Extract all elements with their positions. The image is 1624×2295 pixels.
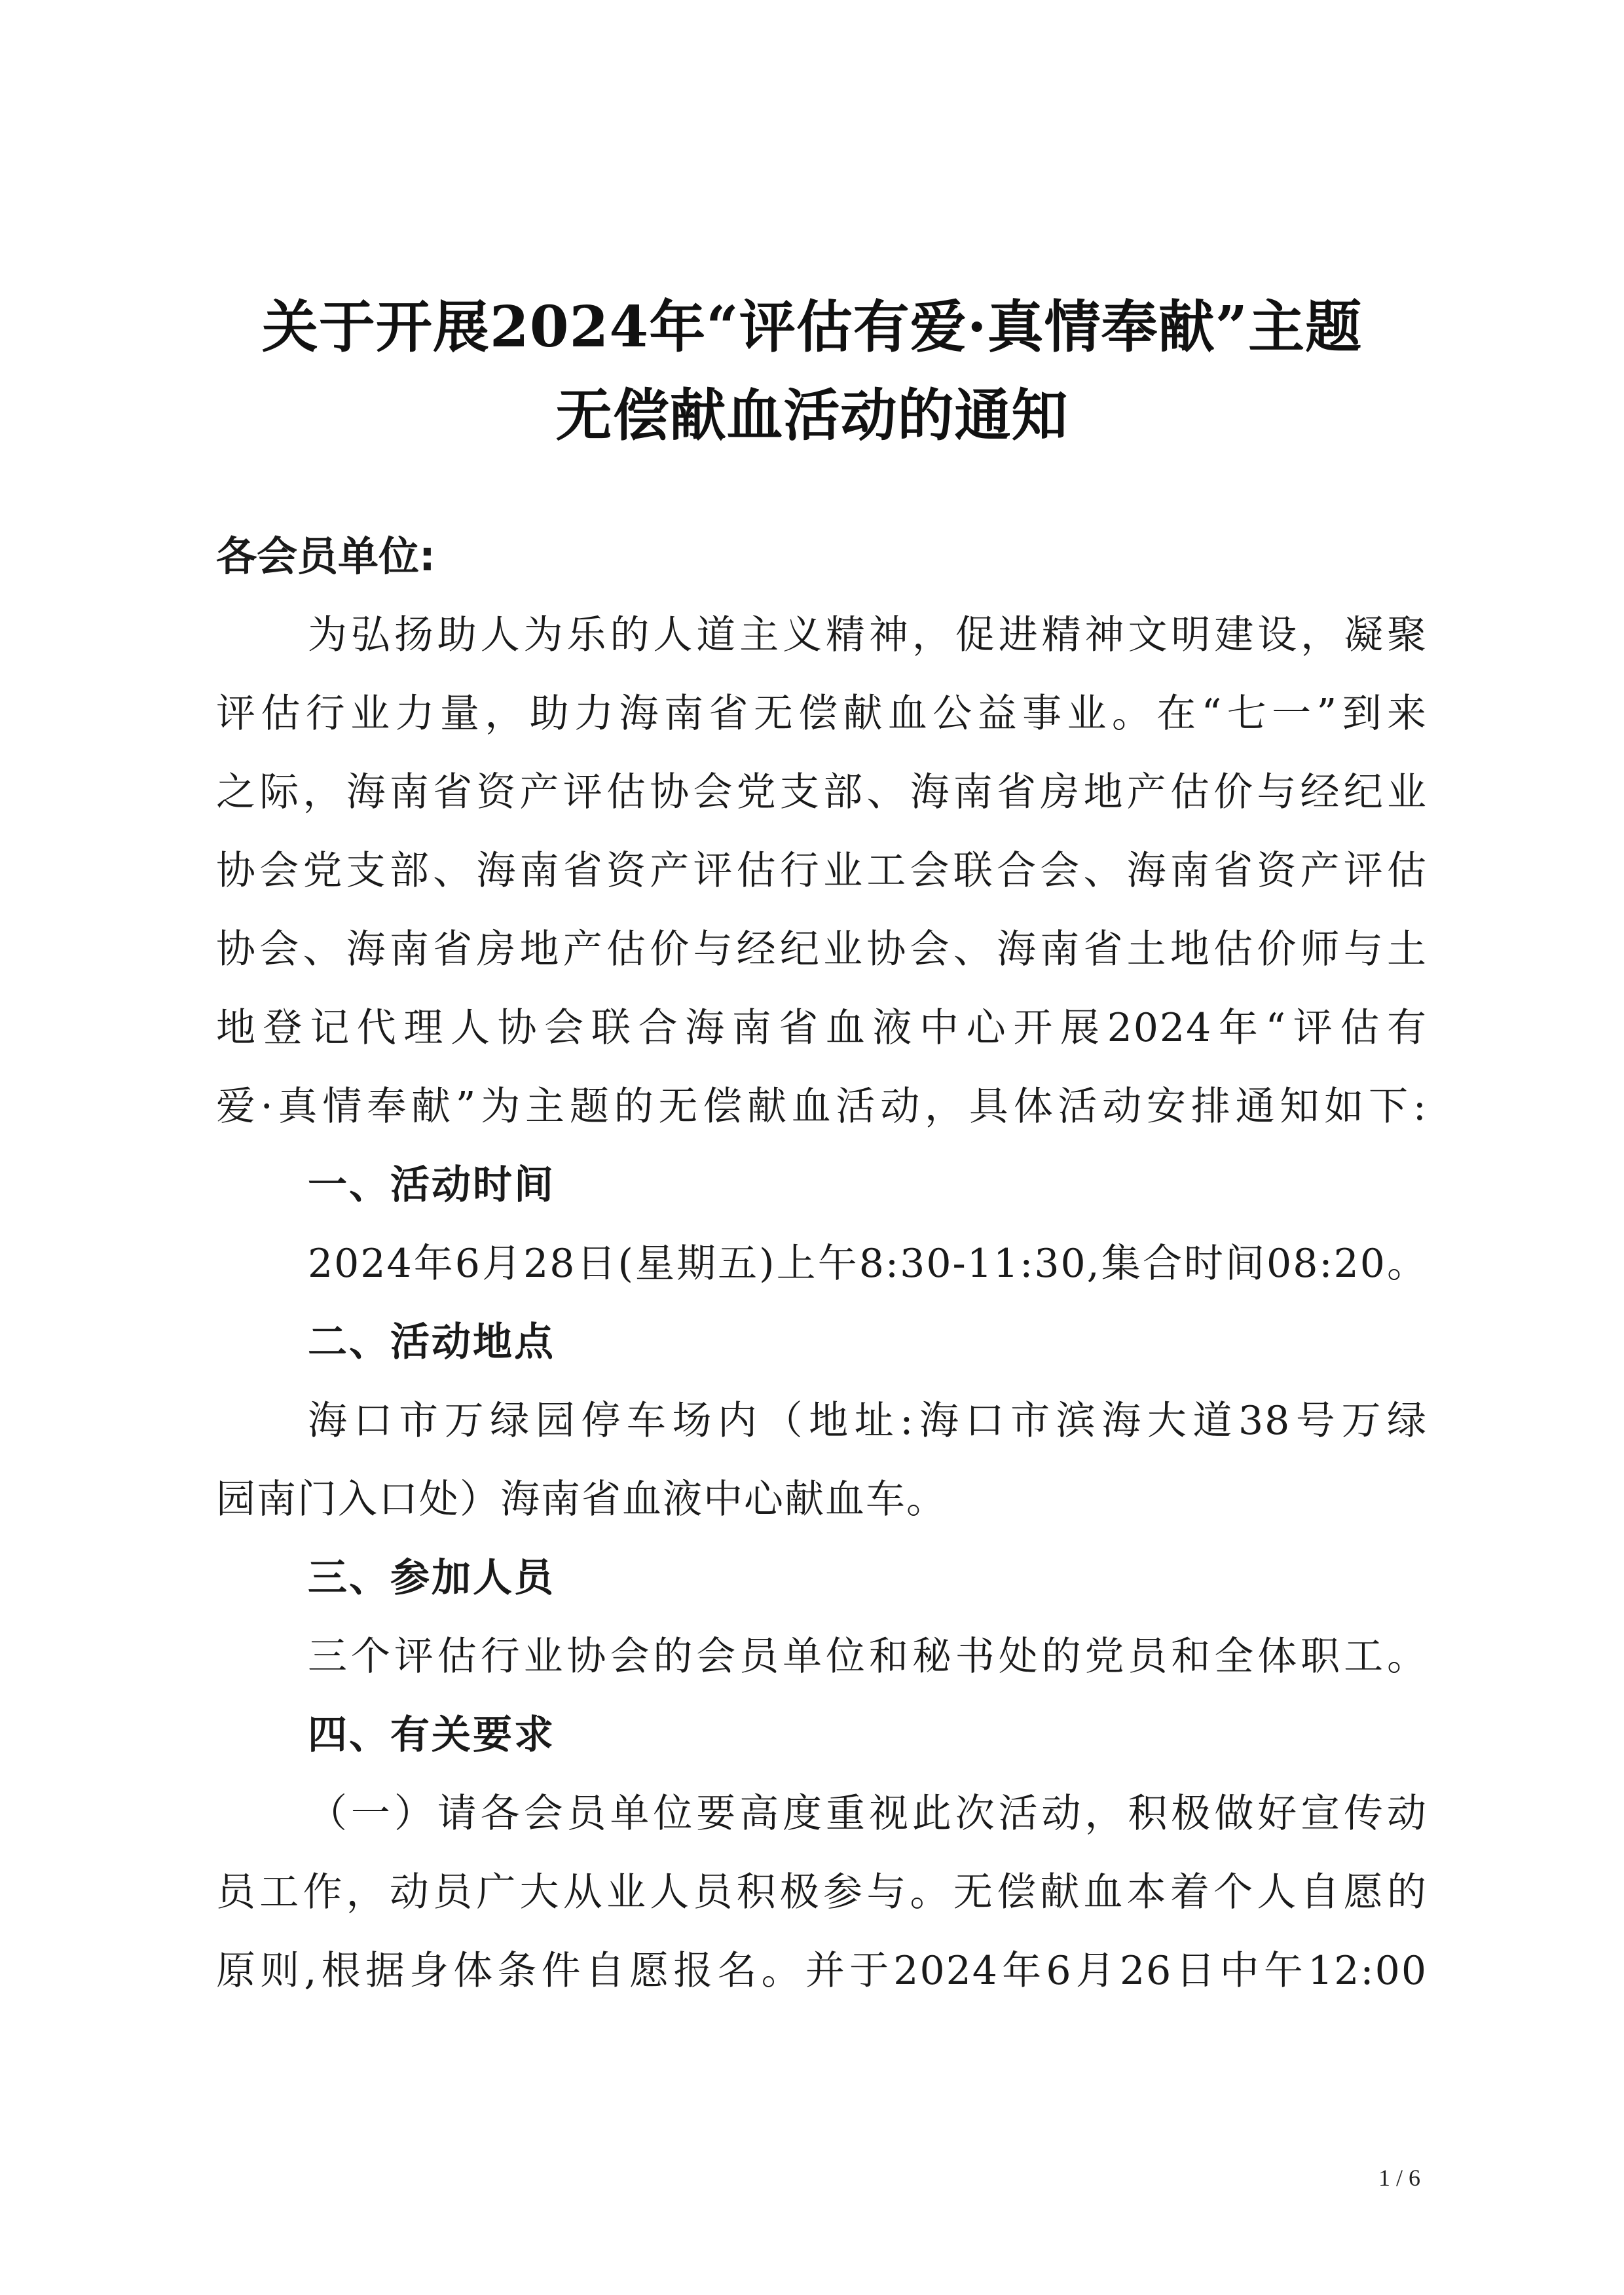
intro-line: 地登记代理人协会联合海南省血液中心开展2024年“评估有: [216, 1005, 1428, 1051]
intro-line: 之际，海南省资产评估协会党支部、海南省房地产估价与经纪业: [216, 769, 1428, 815]
section-heading-location: 二、活动地点: [308, 1319, 555, 1365]
section-heading-time: 一、活动时间: [308, 1162, 555, 1208]
section-heading-requirements: 四、有关要求: [308, 1712, 555, 1758]
section-requirements-line: 员工作，动员广大从业人员积极参与。无偿献血本着个人自愿的: [216, 1869, 1428, 1915]
section-participants-text: 三个评估行业协会的会员单位和秘书处的党员和全体职工。: [308, 1634, 1428, 1680]
intro-line: 协会党支部、海南省资产评估行业工会联合会、海南省资产评估: [216, 848, 1428, 894]
section-heading-participants: 三、参加人员: [308, 1555, 555, 1601]
document-title-line-1: 关于开展2024年“评估有爱·真情奉献”主题: [261, 294, 1363, 360]
document-title-line-2: 无偿献血活动的通知: [555, 382, 1069, 449]
salutation: 各会员单位:: [216, 532, 435, 580]
section-requirements-line: （一）请各会员单位要高度重视此次活动，积极做好宣传动: [308, 1791, 1428, 1837]
section-location-line: 园南门入口处）海南省血液中心献血车。: [216, 1477, 947, 1522]
section-requirements-line: 原则,根据身体条件自愿报名。并于2024年6月26日中午12:00: [216, 1948, 1428, 1994]
intro-line: 协会、海南省房地产估价与经纪业协会、海南省土地估价师与土: [216, 927, 1428, 972]
intro-line: 为弘扬助人为乐的人道主义精神，促进精神文明建设，凝聚: [308, 612, 1428, 658]
intro-line: 爱·真情奉献”为主题的无偿献血活动，具体活动安排通知如下:: [216, 1084, 1428, 1129]
page-number: 1 / 6: [1378, 2165, 1421, 2191]
section-time-text: 2024年6月28日(星期五)上午8:30-11:30,集合时间08:20。: [308, 1241, 1428, 1287]
section-location-line: 海口市万绿园停车场内（地址:海口市滨海大道38号万绿: [308, 1398, 1428, 1444]
intro-line: 评估行业力量，助力海南省无偿献血公益事业。在“七一”到来: [216, 691, 1428, 737]
